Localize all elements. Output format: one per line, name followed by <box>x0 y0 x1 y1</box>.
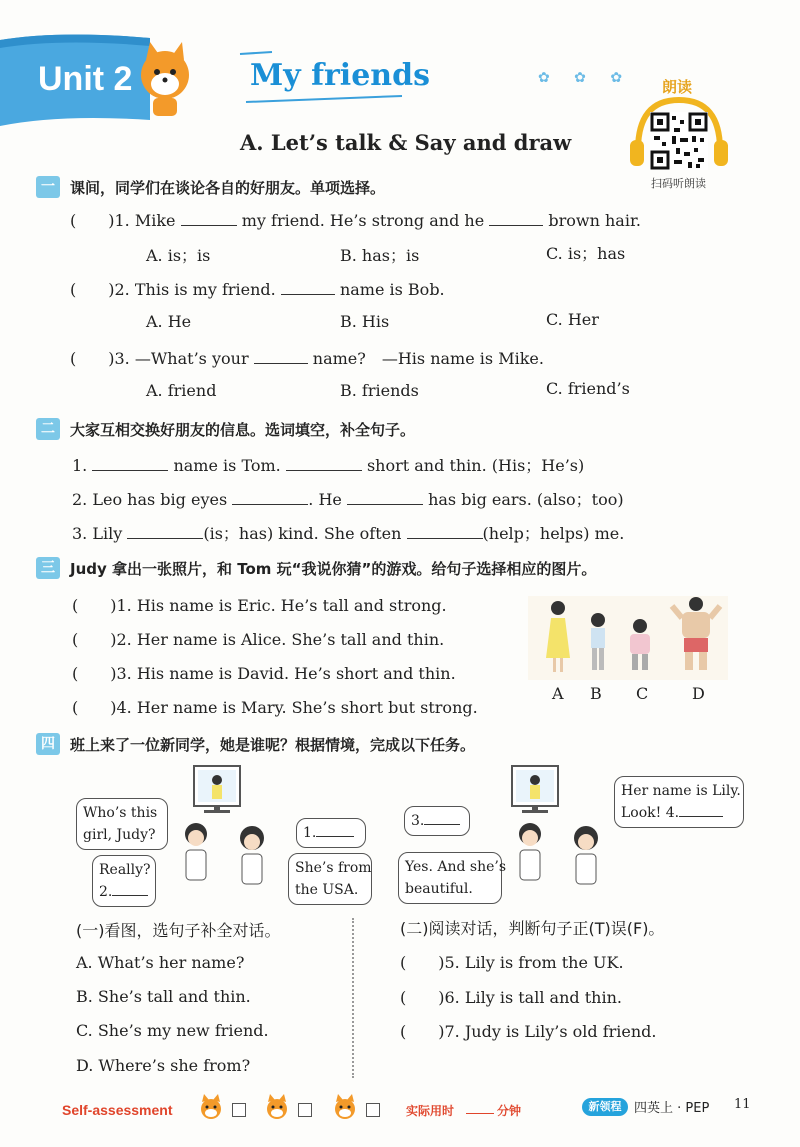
brand-badge: 新领程 <box>582 1098 628 1116</box>
fill-blank[interactable] <box>181 212 237 226</box>
fox-rating-icon <box>330 1094 360 1120</box>
fill-blank[interactable] <box>316 823 354 837</box>
section-4-number: 四 <box>36 733 60 755</box>
s1-q1-stem: ( )1. Mike my friend. He’s strong and he brown hair. <box>70 211 641 230</box>
fill-blank[interactable] <box>92 457 168 471</box>
s1-q1-opt-c: C. is；has <box>546 244 626 263</box>
answer-bracket[interactable]: ( ) <box>400 953 445 972</box>
page-title: My friends <box>250 58 430 93</box>
fox-rating-icon <box>262 1094 292 1120</box>
fill-blank[interactable] <box>489 212 543 226</box>
part2-title: (二)阅读对话，判断句子正(T)误(F)。 <box>400 919 665 938</box>
time-unit-label: 分钟 <box>497 1104 522 1118</box>
fill-blank[interactable] <box>254 350 308 364</box>
pic-label-a: A <box>552 684 564 703</box>
pic-label-c: C <box>636 684 649 703</box>
answer-bracket[interactable]: ( ) <box>72 664 117 683</box>
fill-blank[interactable] <box>424 811 460 825</box>
qr-code-icon[interactable] <box>650 112 708 170</box>
book-info: 四英上 · PEP <box>634 1101 710 1116</box>
pic-label-d: D <box>692 684 705 703</box>
part1-option-b: B. She’s tall and thin. <box>76 987 251 1006</box>
time-used-label: 实际用时 <box>406 1104 455 1118</box>
s3-item-4: ( )4. Her name is Mary. She’s short but strong. <box>72 698 478 717</box>
bubble-blank-3: 3. <box>404 806 470 836</box>
section-2-number: 二 <box>36 418 60 440</box>
section-4-title: 班上来了一位新同学，她是谁呢？根据情境，完成以下任务。 <box>70 736 476 754</box>
fill-blank[interactable] <box>232 491 308 505</box>
people-picture <box>528 596 728 680</box>
s1-q1-opt-a: A. is；is <box>146 246 211 265</box>
answer-bracket[interactable]: ( ) <box>70 211 115 230</box>
bubble-from-usa: She’s from the USA. <box>288 853 372 905</box>
s1-q1-opt-b: B. has；is <box>340 246 420 265</box>
s1-q2-opt-a: A. He <box>146 312 192 331</box>
section-1-title: 课间，同学们在谈论各自的好朋友。单项选择。 <box>70 179 386 197</box>
bubble-beautiful: Yes. And she’s beautiful. <box>398 852 502 904</box>
s1-q2-opt-b: B. His <box>340 312 390 331</box>
part1-option-c: C. She’s my new friend. <box>76 1021 269 1040</box>
part1-option-a: A. What’s her name? <box>76 953 245 972</box>
section-3-number: 三 <box>36 557 60 579</box>
s1-q3-stem: ( )3. —What’s your name? —His name is Mike. <box>70 349 544 368</box>
qr-label-top: 朗读 <box>662 78 693 96</box>
s1-q2-opt-c: C. Her <box>546 310 599 329</box>
fill-blank[interactable] <box>407 525 483 539</box>
s3-item-1: ( )1. His name is Eric. He’s tall and strong. <box>72 596 447 615</box>
section-2-title: 大家互相交换好朋友的信息。选词填空，补全句子。 <box>70 421 416 439</box>
s1-q3-opt-a: A. friend <box>146 381 217 400</box>
section-1-number: 一 <box>36 176 60 198</box>
bubble-really: Really? 2. <box>92 855 156 907</box>
s3-item-2: ( )2. Her name is Alice. She’s tall and thin. <box>72 630 445 649</box>
time-used-blank[interactable] <box>466 1113 494 1114</box>
s2-line-2: 2. Leo has big eyes . He has big ears. (also；too) <box>72 490 624 509</box>
fill-blank[interactable] <box>347 491 423 505</box>
bubble-blank-1: 1. <box>296 818 366 848</box>
lesson-subtitle: A. Let’s talk & Say and draw <box>240 130 572 155</box>
answer-bracket[interactable]: ( ) <box>400 1022 445 1041</box>
s1-q3-opt-b: B. friends <box>340 381 419 400</box>
self-assessment-label: Self-assessment <box>62 1102 173 1118</box>
fill-blank[interactable] <box>112 882 148 896</box>
rating-checkbox-1[interactable] <box>232 1103 246 1117</box>
answer-bracket[interactable]: ( ) <box>72 630 117 649</box>
answer-bracket[interactable]: ( ) <box>72 596 117 615</box>
fill-blank[interactable] <box>286 457 362 471</box>
answer-bracket[interactable]: ( ) <box>72 698 117 717</box>
s2-line-1: 1. name is Tom. short and thin. (His；He’s) <box>72 456 585 475</box>
unit-label: Unit 2 <box>38 60 133 98</box>
rating-checkbox-3[interactable] <box>366 1103 380 1117</box>
fill-blank[interactable] <box>679 803 723 817</box>
qr-label-bottom: 扫码听朗读 <box>651 177 706 190</box>
right-scene-picture <box>490 762 620 902</box>
s1-q2-stem: ( )2. This is my friend. name is Bob. <box>70 280 445 299</box>
rating-checkbox-2[interactable] <box>298 1103 312 1117</box>
answer-bracket[interactable]: ( ) <box>70 349 115 368</box>
s2-line-3: 3. Lily (is；has) kind. She often (help；helps) me. <box>72 524 625 543</box>
s3-item-3: ( )3. His name is David. He’s short and thin. <box>72 664 456 683</box>
bubble-her-name-is-lily: Her name is Lily. Look! 4. <box>614 776 744 828</box>
paw-prints-icon: ✿ ✿ ✿ <box>538 70 633 86</box>
answer-bracket[interactable]: ( ) <box>400 988 445 1007</box>
part2-item-7: ( )7. Judy is Lily’s old friend. <box>400 1022 657 1041</box>
bubble-who-is-this: Who’s this girl, Judy? <box>76 798 168 850</box>
fill-blank[interactable] <box>281 281 335 295</box>
column-divider <box>352 918 354 1078</box>
part1-title: (一)看图，选句子补全对话。 <box>76 921 281 940</box>
s1-q3-opt-c: C. friend’s <box>546 379 630 398</box>
answer-bracket[interactable]: ( ) <box>70 280 115 299</box>
pic-label-b: B <box>590 684 602 703</box>
section-3-title: Judy 拿出一张照片，和 Tom 玩“我说你猜”的游戏。给句子选择相应的图片。 <box>70 560 597 578</box>
part2-item-5: ( )5. Lily is from the UK. <box>400 953 624 972</box>
fox-rating-icon <box>196 1094 226 1120</box>
fill-blank[interactable] <box>127 525 203 539</box>
part2-item-6: ( )6. Lily is tall and thin. <box>400 988 622 1007</box>
part1-option-d: D. Where’s she from? <box>76 1056 251 1075</box>
page-number: 11 <box>734 1097 751 1112</box>
